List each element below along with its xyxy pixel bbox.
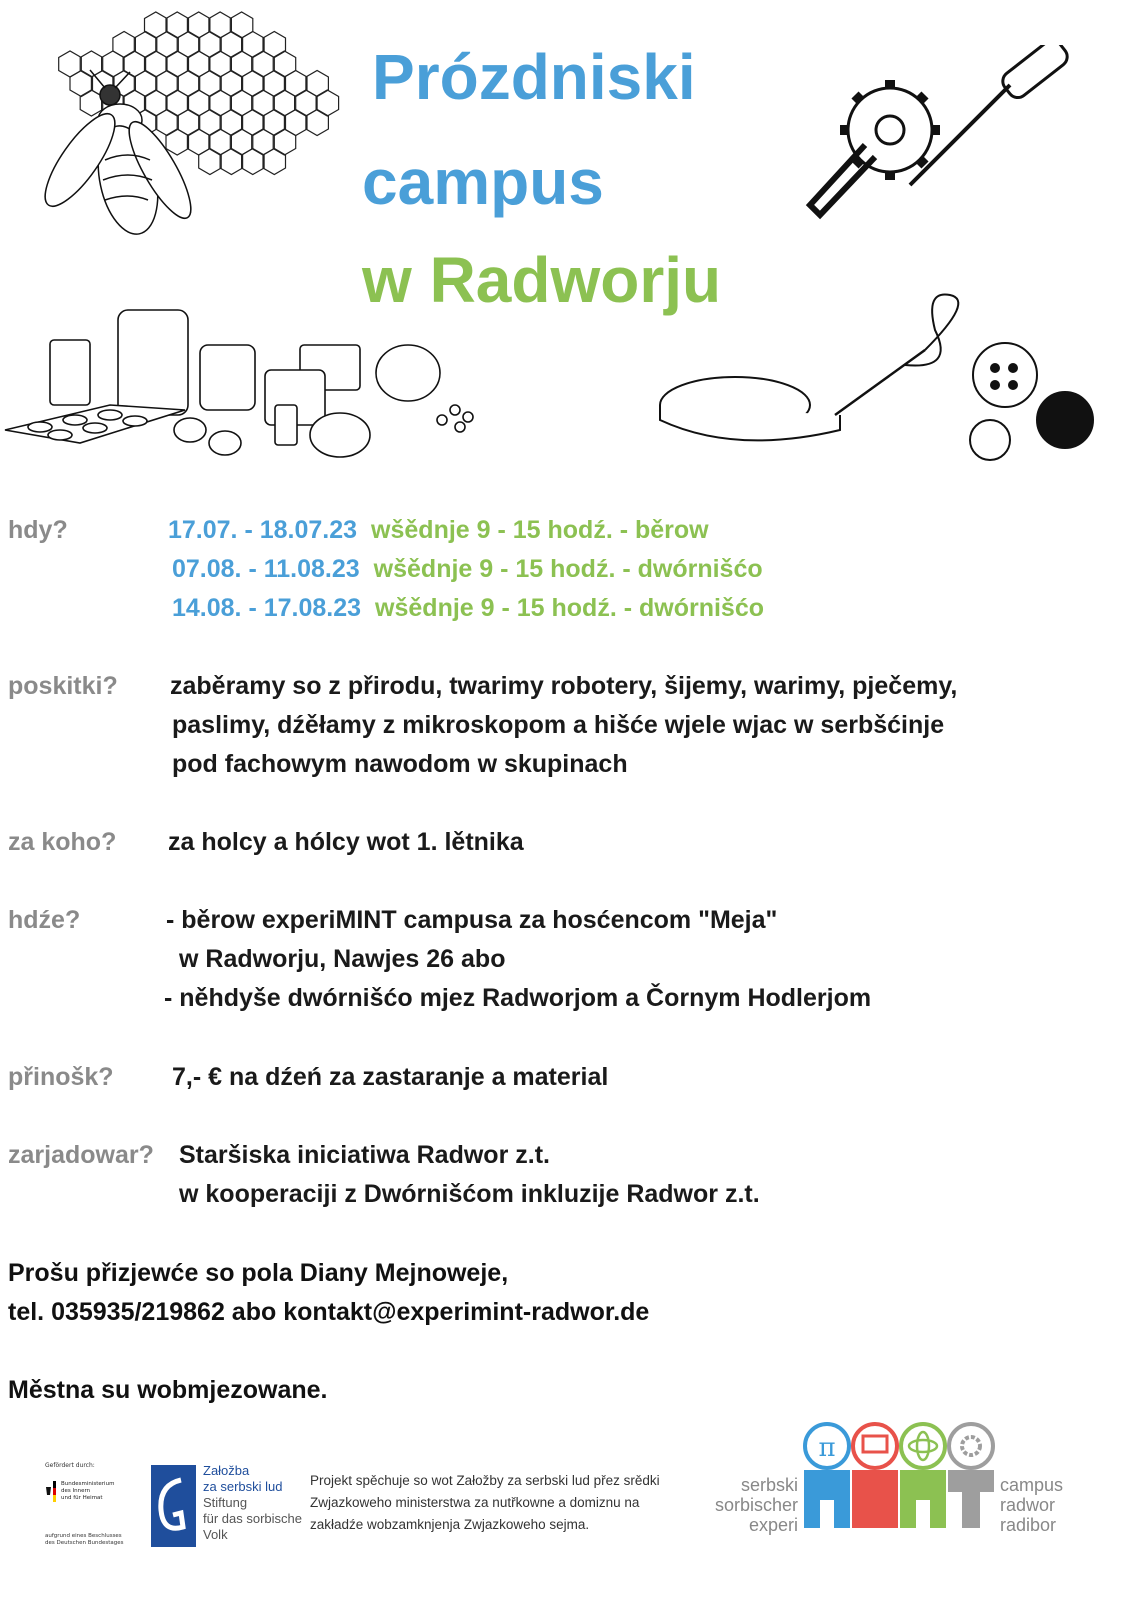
title-line-3: w Radworju [362, 244, 722, 316]
date-range: 14.08. - 17.08.23 [172, 594, 362, 622]
for-whom-label: za koho? [8, 828, 117, 856]
organizer-line: Staršiska iniciatiwa Radwor z.t. [179, 1141, 550, 1169]
mint-right-line: campus [1000, 1475, 1064, 1495]
tape-needle-buttons-illustration [655, 290, 1105, 470]
honeycomb-cell [242, 149, 265, 175]
bmi-resolution: des Deutschen Bundestages [45, 1540, 124, 1546]
project-line: zakładźe wobzamknjenja Zwjazkoweho sejma. [310, 1517, 590, 1532]
contact-line-2: tel. 035935/219862 abo kontakt@experimint-radwor.de [8, 1298, 650, 1326]
stiftung-logo-mark-icon [151, 1465, 196, 1547]
contact-line-1: Prošu přizjewće so pola Diany Mejnoweje, [8, 1259, 509, 1287]
date-info: wšědnje 9 - 15 hodź. - dwórnišćo [373, 555, 763, 583]
bmi-logo [45, 1462, 140, 1547]
stiftung-line: Volk [203, 1527, 228, 1542]
fee-label: přinošk? [8, 1063, 114, 1091]
offers-line: zaběramy so z přirodu, twarimy robotery, šijemy, warimy, pječemy, [170, 672, 958, 700]
project-line: Projekt spěchuje so wot Załožby za serbski lud přez srědki [310, 1473, 660, 1488]
mint-logo-mark-icon [800, 1420, 1000, 1532]
stiftung-line: Stiftung [203, 1495, 248, 1510]
date-range: 17.07. - 18.07.23 [168, 516, 358, 544]
date-range: 07.08. - 11.08.23 [172, 555, 360, 583]
honeycomb-bee-illustration [10, 10, 340, 250]
mint-left-line: serbski [740, 1475, 798, 1495]
title-line-2: campus [362, 146, 604, 218]
note-limited-places: Městna su wobmjezowane. [8, 1376, 328, 1404]
bmi-name: Bundesministerium [61, 1481, 115, 1487]
project-line: Zwjazkoweho ministerstwa za nutřkowne a domiznu na [310, 1495, 640, 1510]
honeycomb-cell [70, 71, 93, 97]
organizer-label: zarjadowar? [8, 1141, 154, 1169]
mint-left-line: experi [748, 1515, 798, 1535]
organizer-line: w kooperaciji z Dwórnišćom inkluzije Radwor z.t. [179, 1180, 760, 1208]
bmi-funded-by: Gefördert durch: [45, 1462, 95, 1469]
where-line: - něhdyše dwórnišćo mjez Radworjom a Čornym Hodlerjom [164, 984, 872, 1012]
date-info: wšědnje 9 - 15 hodź. - běrow [371, 516, 709, 544]
bmi-name: des Innern [61, 1488, 91, 1494]
date-row [172, 588, 764, 628]
where-line: w Radworju, Nawjes 26 abo [179, 945, 506, 973]
svg-text:π: π [818, 1433, 836, 1463]
where-line: - běrow experiMINT campusa za hosćencom "Meja" [166, 906, 778, 934]
honeycomb-cell [306, 110, 329, 136]
stiftung-line: za serbski lud [203, 1479, 283, 1494]
mint-left-line: sorbischer [714, 1495, 798, 1515]
offers-line: pod fachowym nawodom w skupinach [172, 750, 628, 778]
when-label: hdy? [8, 516, 68, 544]
mint-right-line: radwor [1000, 1495, 1056, 1515]
honeycomb-cell [166, 129, 189, 155]
date-row [168, 510, 709, 550]
offers-line: paslimy, dźěłamy z mikroskopom a hišće wjele wjac w serbšćinje [172, 711, 945, 739]
stiftung-logo-text [203, 1463, 302, 1543]
stiftung-line: für das sorbische [203, 1511, 302, 1526]
fee-text: 7,- € na dźeń za zastaranje a material [172, 1063, 609, 1091]
baking-jars-illustration [0, 295, 500, 470]
honeycomb-cell [263, 149, 286, 175]
stiftung-line: Załožba [203, 1463, 250, 1478]
gear-wrench-screwdriver-illustration [795, 45, 1085, 225]
honeycomb-cell [316, 90, 339, 116]
mint-right-line: radibor [1000, 1515, 1057, 1535]
date-row [172, 549, 763, 589]
bmi-name: und für Heimat [61, 1495, 103, 1501]
bmi-resolution: aufgrund eines Beschlusses [45, 1533, 122, 1539]
title-line-1: Prózdniski [372, 41, 696, 113]
mint-logo-left-text [700, 1475, 798, 1535]
where-label: hdźe? [8, 906, 81, 934]
honeycomb-cell [156, 110, 179, 136]
honeycomb-cell [220, 149, 243, 175]
honeycomb-cell [199, 149, 222, 175]
eagle-flag-icon [45, 1481, 57, 1503]
for-whom-text: za holcy a hólcy wot 1. lětnika [168, 828, 524, 856]
honeycomb-cell [273, 129, 296, 155]
date-info: wšědnje 9 - 15 hodź. - dwórnišćo [375, 594, 764, 622]
mint-logo-right-text [1000, 1475, 1063, 1535]
project-funding-text [310, 1470, 660, 1536]
offers-label: poskitki? [8, 672, 118, 700]
